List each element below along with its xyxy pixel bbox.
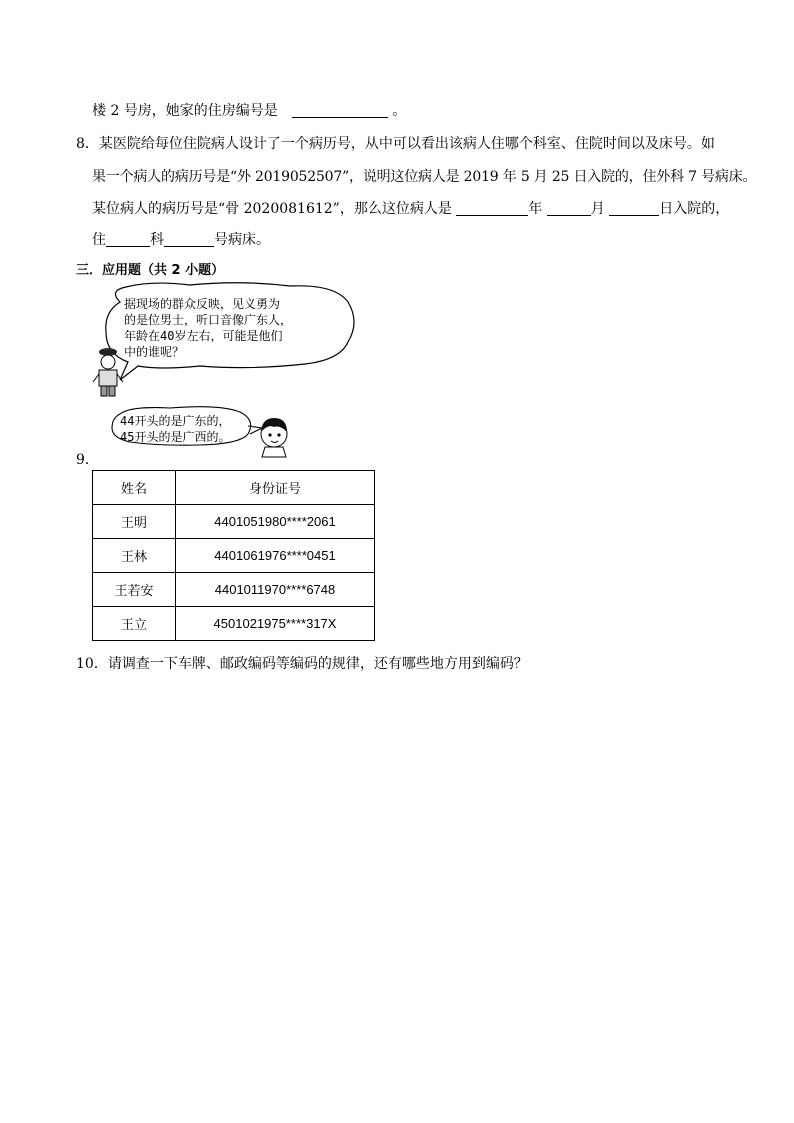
q8-day-label: 日入院的， bbox=[659, 201, 730, 217]
bubble-1-line-3: 年龄在40岁左右，可能是他们 bbox=[124, 329, 283, 343]
table-row bbox=[93, 505, 375, 539]
table-header-id: 身份证号 bbox=[176, 471, 375, 505]
q8-month-blank[interactable] bbox=[547, 201, 591, 216]
boy-icon bbox=[261, 418, 287, 457]
q7-answer-blank[interactable] bbox=[292, 103, 388, 118]
q7-tail-text: 楼 2 号房，她家的住房编号是 bbox=[92, 103, 278, 119]
bubble-1-line-4: 中的谁呢？ bbox=[124, 345, 185, 359]
q8-line3-text: 某位病人的病历号是“骨 2020081612”，那么这位病人是 bbox=[92, 201, 452, 217]
table-cell-id: 4501021975****317X bbox=[176, 607, 375, 641]
table-cell-name: 王立 bbox=[93, 607, 176, 641]
section-3-heading: 三．应用题（共 2 小题） bbox=[76, 263, 225, 278]
q7-tail-end: 。 bbox=[392, 103, 407, 119]
q8-number: 8． bbox=[76, 136, 99, 152]
q9-number: 9． bbox=[76, 452, 99, 468]
q8-line-2 bbox=[92, 167, 756, 187]
q7-tail-line bbox=[92, 101, 406, 121]
table-cell-id: 4401061976****0451 bbox=[176, 539, 375, 573]
q8-line-3 bbox=[92, 199, 729, 219]
q8-line1-text: 某医院给每位住院病人设计了一个病历号，从中可以看出该病人住哪个科室、住院时间以及床号。如 bbox=[98, 136, 715, 152]
q8-bed-label: 号病床。 bbox=[214, 232, 270, 248]
id-table bbox=[92, 470, 375, 641]
bubble-1-line-2: 的是位男士，听口音像广东人， bbox=[124, 313, 293, 327]
q8-day-blank[interactable] bbox=[609, 201, 659, 216]
q8-line-1 bbox=[76, 134, 715, 154]
table-cell-name: 王林 bbox=[93, 539, 176, 573]
table-row bbox=[93, 573, 375, 607]
bubble-2-text bbox=[120, 413, 230, 445]
q8-line-4 bbox=[92, 230, 270, 250]
q8-department-blank[interactable] bbox=[106, 232, 150, 247]
bubble-2-line-1: 44开头的是广东的， bbox=[120, 414, 231, 428]
table-row bbox=[93, 539, 375, 573]
table-cell-id: 4401051980****2061 bbox=[176, 505, 375, 539]
q8-department-label: 科 bbox=[150, 232, 164, 248]
table-cell-name: 王明 bbox=[93, 505, 176, 539]
q8-line2-text: 果一个病人的病历号是“外 2019052507”，说明这位病人是 2019 年 5 月 25 日入院的，住外科 7 号病床。 bbox=[92, 169, 757, 185]
bubble-2-line-2: 45开头的是广西的。 bbox=[120, 430, 231, 444]
q8-bed-blank[interactable] bbox=[164, 232, 214, 247]
q8-year-label: 年 bbox=[528, 201, 543, 217]
q8-year-blank[interactable] bbox=[456, 201, 528, 216]
q10-text: 10．请调查一下车牌、邮政编码等编码的规律，还有哪些地方用到编码？ bbox=[76, 656, 528, 672]
table-header-row bbox=[93, 471, 375, 505]
bubble-1-text bbox=[124, 296, 292, 360]
table-cell-name: 王若安 bbox=[93, 573, 176, 607]
bubble-1-line-1: 据现场的群众反映，见义勇为 bbox=[124, 297, 281, 311]
table-row bbox=[93, 607, 375, 641]
table-header-name: 姓名 bbox=[93, 471, 176, 505]
q8-month-label: 月 bbox=[590, 201, 605, 217]
table-cell-id: 4401011970****6748 bbox=[176, 573, 375, 607]
q8-line4-prefix: 住 bbox=[92, 232, 106, 248]
